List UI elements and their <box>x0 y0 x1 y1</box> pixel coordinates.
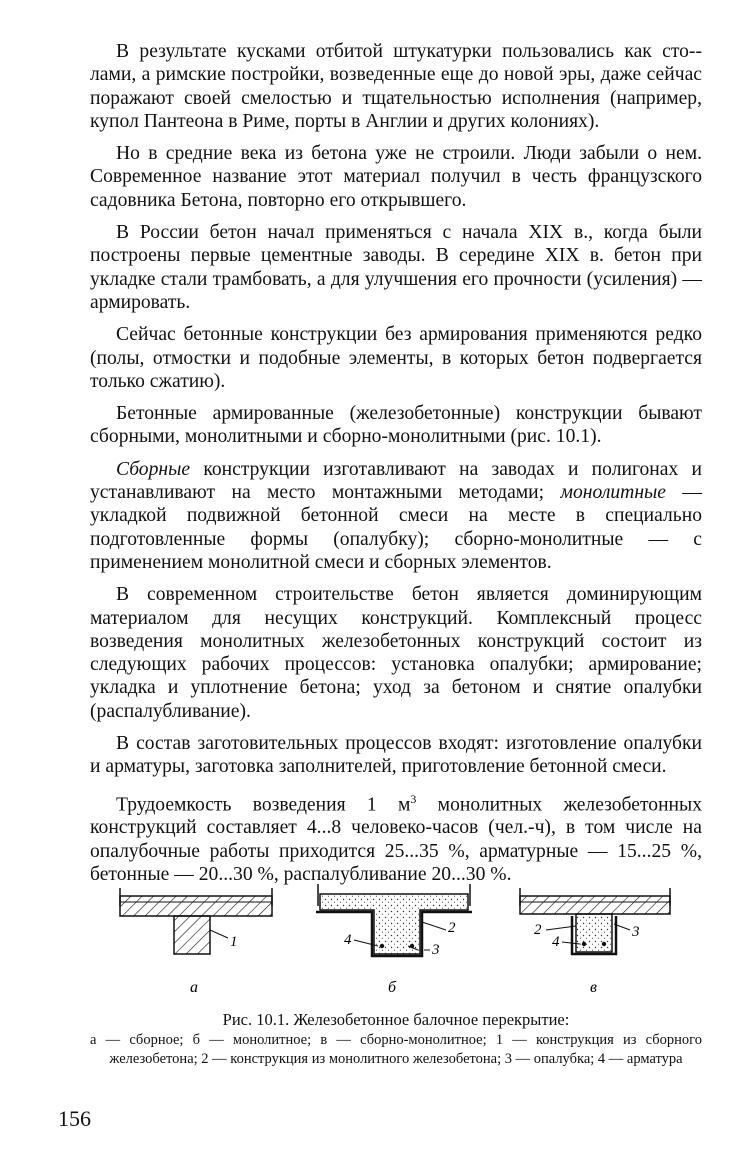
section-a-prefab <box>120 888 272 996</box>
caption-body: а — сборное; б — монолитное; в — сборно-монолитное; 1 — конструкция из сборного железобетона; 2 — конструкция из монолитного железобетона; 3 — опалубка; 4 — арматура <box>90 1032 702 1067</box>
section-c-prefab-monolithic <box>520 888 670 996</box>
term-monolithic: монолитные <box>560 482 667 504</box>
beam-floor-drawing <box>90 880 702 1000</box>
paragraph-6 <box>90 458 702 574</box>
label-num-1a: 1 <box>230 934 238 950</box>
page-body <box>90 40 702 895</box>
label-num-3c: 3 <box>632 924 640 940</box>
paragraph-2: Но в средние века из бетона уже не строили. Люди забыли о нем. Современное название этот материал получил в честь французского садовника Бетона, повторно его открывшего. <box>90 143 702 211</box>
paragraph-4: Сейчас бетонные конструкции без армирования применяются редко (полы, отмостки и подобные элементы, в которых бетон подвергается только сжатию). <box>90 324 702 392</box>
label-num-2b: 2 <box>448 920 456 936</box>
label-b: б <box>388 979 397 996</box>
page-number: 156 <box>58 1106 91 1131</box>
paragraph-7: В современном строительстве бетон является доминирующим материалом для несущих конструкций. Комплексный процесс возведения монолитных железобетонных конструкций состоит из следующих рабочих процессов: установка опалубки; армирование; укладка и уплотнение бетона; уход за бетоном и снятие опалубки (распалубливание). <box>90 584 702 722</box>
paragraph-9-text-2: монолитных железобетонных конструкций составляет 4...8 человеко-часов (чел.-ч), в том числе на опалубочные работы приходится 25...35 %, арматурные — 15...25 %, бетонные — 20...30 %, распалубливание 20...30 %. <box>90 794 702 886</box>
section-b-monolithic <box>316 884 472 996</box>
paragraph-9 <box>90 788 702 887</box>
paragraph-8: В состав заготовительных процессов входят: изготовление опалубки и арматуры, заготовка заполнителей, приготовление бетонной смеси. <box>90 733 702 778</box>
label-num-3b: 3 <box>432 942 440 958</box>
paragraph-3: В России бетон начал применяться с начала XIX в., когда были построены первые цементные заводы. В середине XIX в. бетон при укладке стали трамбовать, а для улучшения его прочности (усиления) — армировать. <box>90 222 702 313</box>
label-num-4b: 4 <box>344 932 352 948</box>
paragraph-1: В результате кусками отбитой штукатурки пользовались как сто-лами, а римские постройки, возведенные еще до новой эры, даже сейчас поражают своей смелостью и тщательностью исполнения (например, купол Пантеона в Риме, порты в Англии и других колониях). <box>90 41 702 132</box>
figure-caption <box>90 1010 702 1069</box>
caption-title: Рис. 10.1. Железобетонное балочное перекрытие: <box>222 1010 570 1029</box>
paragraph-9-text-1: Трудоемкость возведения 1 м <box>116 794 411 816</box>
paragraph-6-text-1: конструкции изготавливают на заводах и полигонах и устанавливают на место монтажными методами; <box>90 458 702 504</box>
paragraph-5: Бетонные армированные (железобетонные) конструкции бывают сборными, монолитными и сборно-монолитными (рис. 10.1). <box>90 403 702 448</box>
label-c: в <box>590 979 597 996</box>
term-prefab: Сборные <box>116 458 191 480</box>
paragraph-6-text-2: — укладкой подвижной бетонной смеси на месте в специально подготовленные формы (опалубку); сборно-монолитные — с применением монолитной смеси и сборных элементов. <box>90 482 703 573</box>
label-num-4c: 4 <box>552 934 560 950</box>
label-num-2c: 2 <box>534 922 542 938</box>
beam-floor-figure <box>90 880 702 1000</box>
cubic-superscript: 3 <box>410 791 417 806</box>
label-a: а <box>190 979 198 996</box>
